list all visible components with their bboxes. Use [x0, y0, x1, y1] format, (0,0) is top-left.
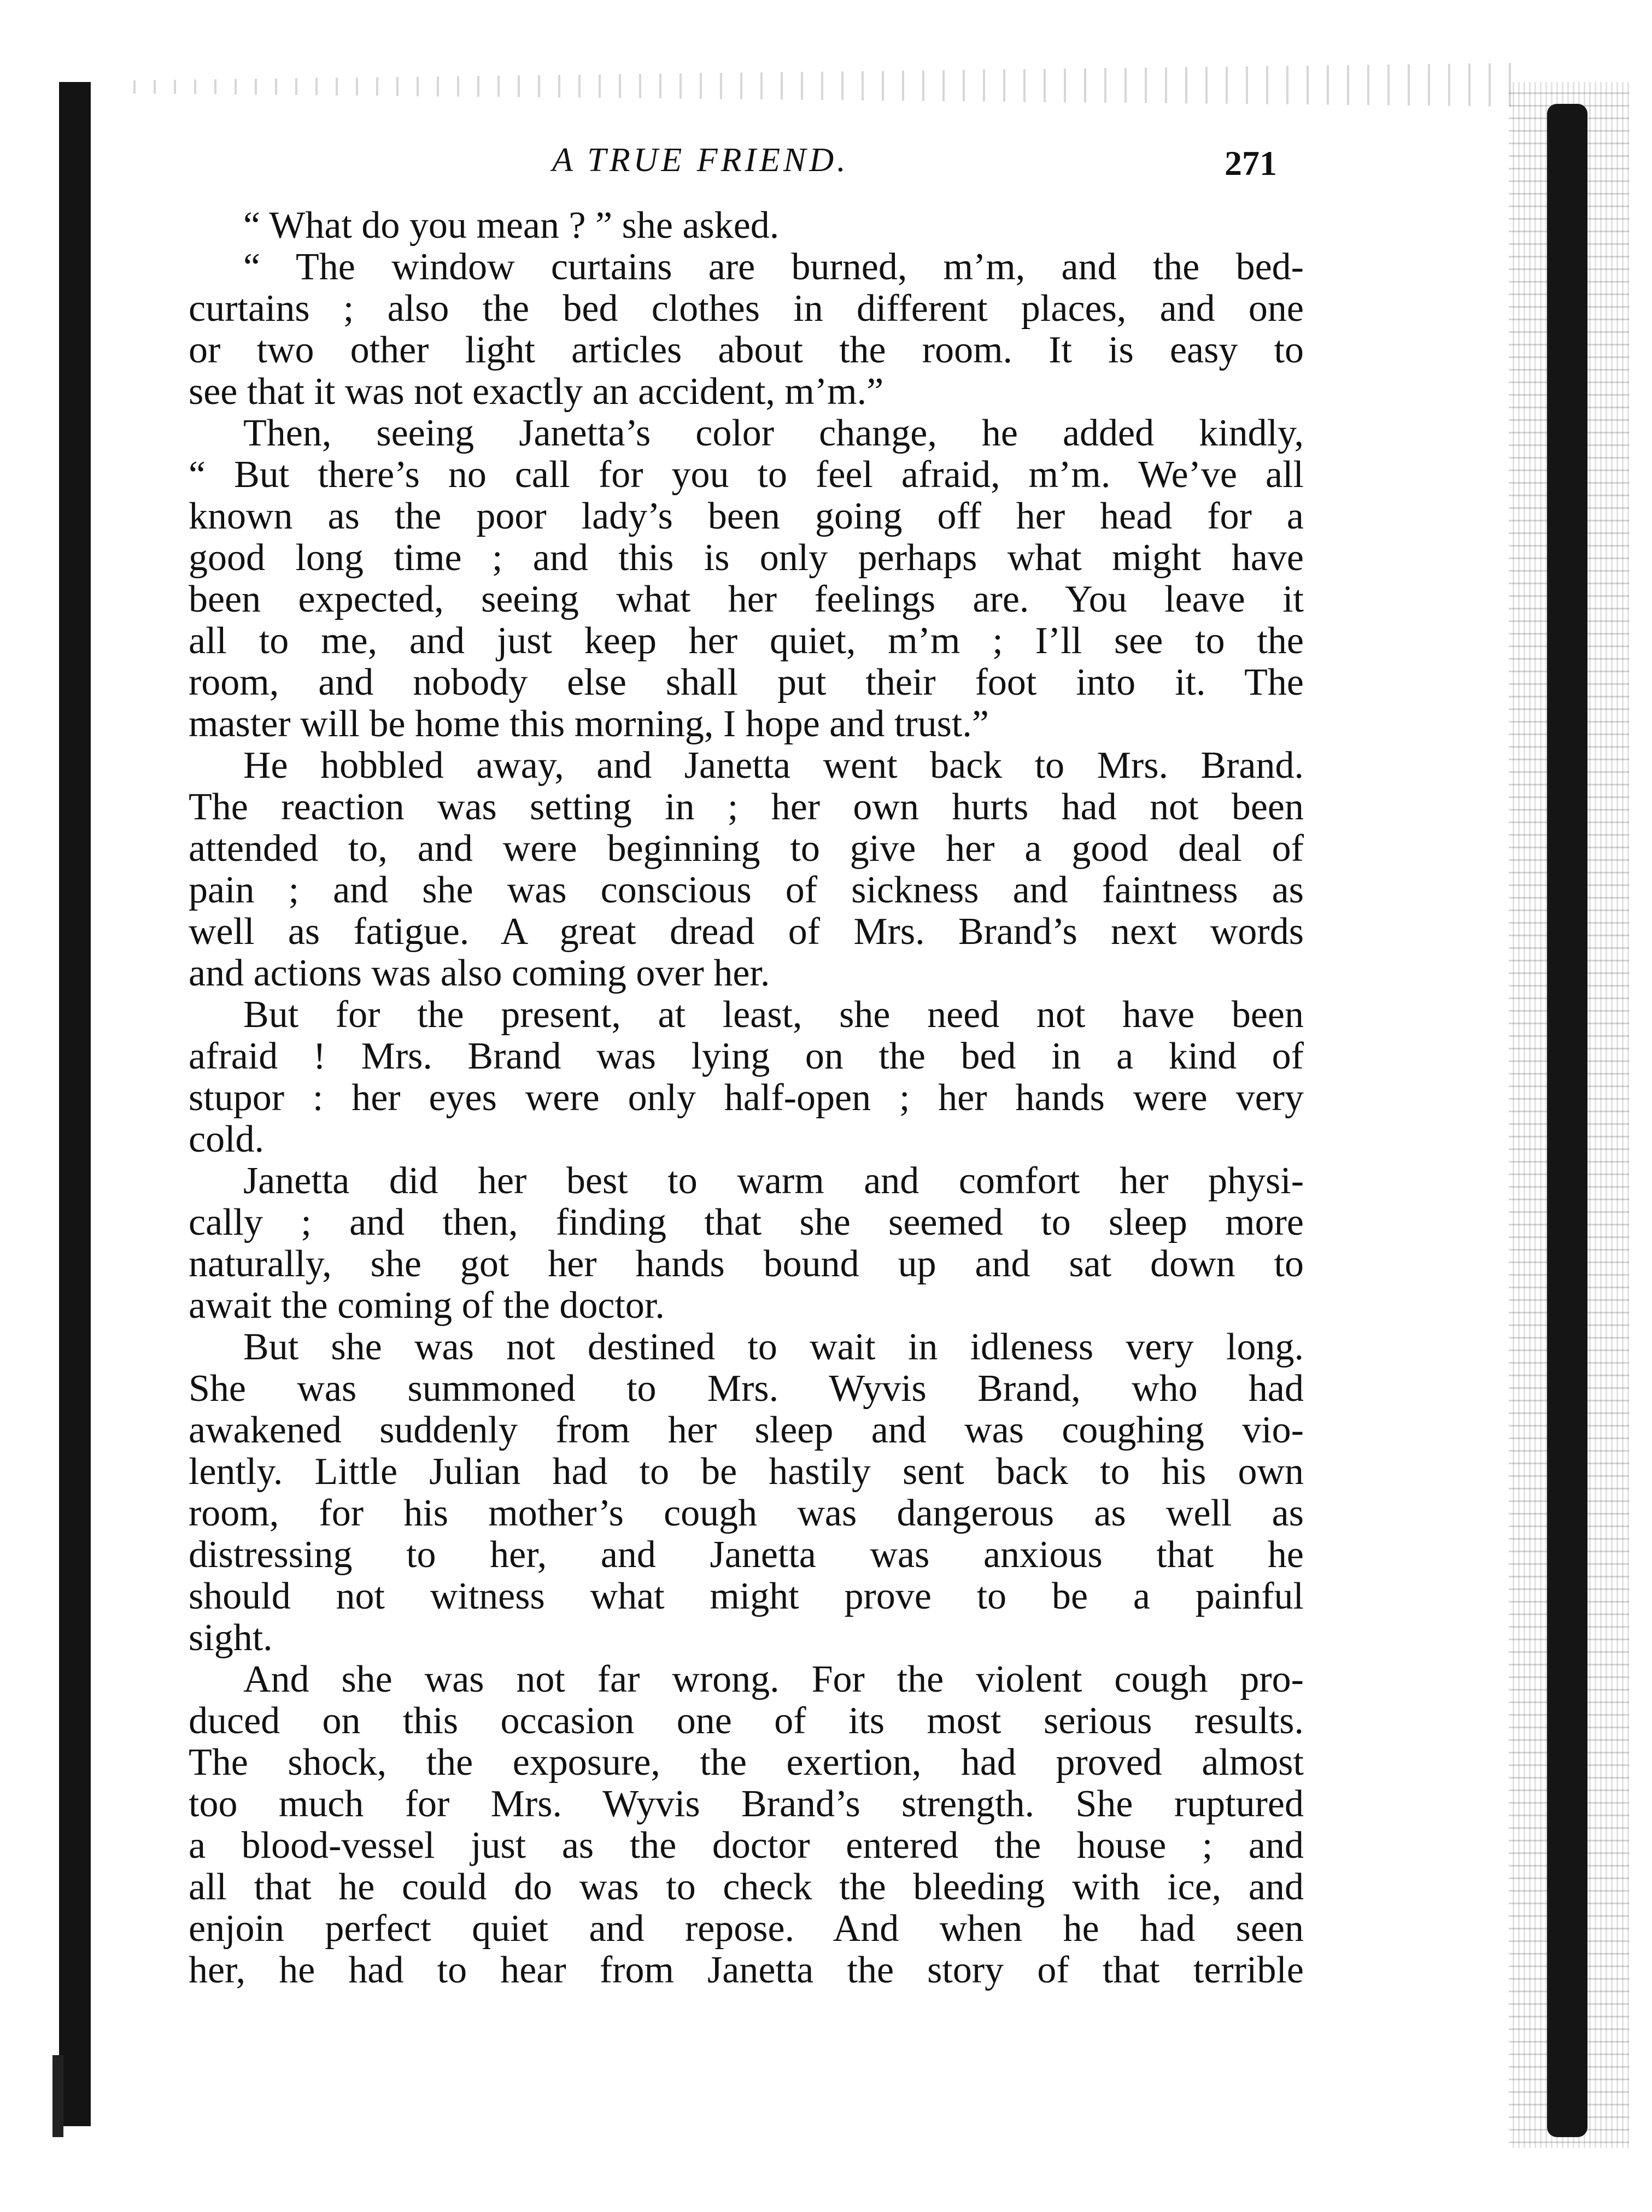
text-line: The shock, the exposure, the exertion, had proved almost: [189, 1741, 1304, 1783]
text-line: distressing to her, and Janetta was anxious that he: [189, 1534, 1304, 1576]
text-line: room, for his mother’s cough was dangerous as well as: [189, 1492, 1304, 1534]
text-line: curtains ; also the bed clothes in different places, and one: [189, 287, 1304, 330]
text-line: all that he could do was to check the bleeding with ice, and: [189, 1866, 1304, 1908]
text-line: sight.: [189, 1617, 273, 1659]
right-scan-border: [1547, 104, 1587, 2137]
text-line: too much for Mrs. Wyvis Brand’s strength. She ruptured: [189, 1783, 1304, 1825]
text-line: lently. Little Julian had to be hastily sent back to his own: [189, 1451, 1304, 1493]
text-line: cold.: [189, 1118, 265, 1160]
text-line: await the coming of the doctor.: [189, 1284, 665, 1327]
text-line: known as the poor lady’s been going off her head for a: [189, 495, 1304, 537]
text-line: been expected, seeing what her feelings are. You leave it: [189, 578, 1304, 620]
text-line: a blood-vessel just as the doctor entered the house ; and: [189, 1824, 1304, 1867]
text-line: master will be home this morning, I hope and trust.”: [189, 703, 989, 745]
text-line: cally ; and then, finding that she seemed to sleep more: [189, 1201, 1304, 1243]
text-line: The reaction was setting in ; her own hurts had not been: [189, 786, 1304, 828]
text-line: stupor : her eyes were only half-open ; her hands were very: [189, 1077, 1304, 1119]
text-line: good long time ; and this is only perhaps what might have: [189, 537, 1304, 579]
left-scan-border: [59, 82, 91, 2126]
top-scan-noise: [126, 63, 1525, 107]
text-line: “ But there’s no call for you to feel afraid, m’m. We’ve all: [189, 454, 1304, 496]
text-line: She was summoned to Mrs. Wyvis Brand, who had: [189, 1368, 1304, 1410]
text-line: all to me, and just keep her quiet, m’m ; I’ll see to the: [189, 620, 1304, 662]
text-line: see that it was not exactly an accident, m’m.”: [189, 371, 884, 413]
page-body: [189, 205, 1304, 1991]
page-number: 271: [1225, 144, 1277, 183]
text-line: enjoin perfect quiet and repose. And when he had seen: [189, 1908, 1304, 1950]
text-line: and actions was also coming over her.: [189, 952, 770, 994]
text-line: “ What do you mean ? ” she asked.: [243, 204, 780, 247]
text-line: afraid ! Mrs. Brand was lying on the bed in a kind of: [189, 1035, 1304, 1077]
text-line: attended to, and were beginning to give her a good deal of: [189, 828, 1304, 870]
text-line: “ The window curtains are burned, m’m, and the bed-: [243, 246, 1304, 288]
text-line: or two other light articles about the room. It is easy to: [189, 329, 1304, 371]
text-line: well as fatigue. A great dread of Mrs. Brand’s next words: [189, 911, 1304, 953]
text-line: And she was not far wrong. For the violent cough pro-: [243, 1658, 1304, 1700]
text-line: should not witness what might prove to be a painful: [189, 1575, 1304, 1617]
text-line: pain ; and she was conscious of sickness and faintness as: [189, 869, 1304, 911]
text-line: naturally, she got her hands bound up and sat down to: [189, 1243, 1304, 1285]
running-title: A TRUE FRIEND.: [552, 142, 849, 179]
text-line: duced on this occasion one of its most serious results.: [189, 1700, 1304, 1742]
text-line: But for the present, at least, she need not have been: [243, 994, 1304, 1036]
left-scan-mark: [52, 2055, 63, 2137]
text-line: He hobbled away, and Janetta went back to Mrs. Brand.: [243, 744, 1304, 787]
text-line: Then, seeing Janetta’s color change, he added kindly,: [243, 412, 1304, 454]
text-line: room, and nobody else shall put their foot into it. The: [189, 661, 1304, 703]
text-line: Janetta did her best to warm and comfort her physi-: [243, 1160, 1304, 1202]
text-line: But she was not destined to wait in idleness very long.: [243, 1326, 1304, 1368]
text-line: her, he had to hear from Janetta the story of that terrible: [189, 1949, 1304, 1991]
text-line: awakened suddenly from her sleep and was coughing vio-: [189, 1409, 1304, 1451]
